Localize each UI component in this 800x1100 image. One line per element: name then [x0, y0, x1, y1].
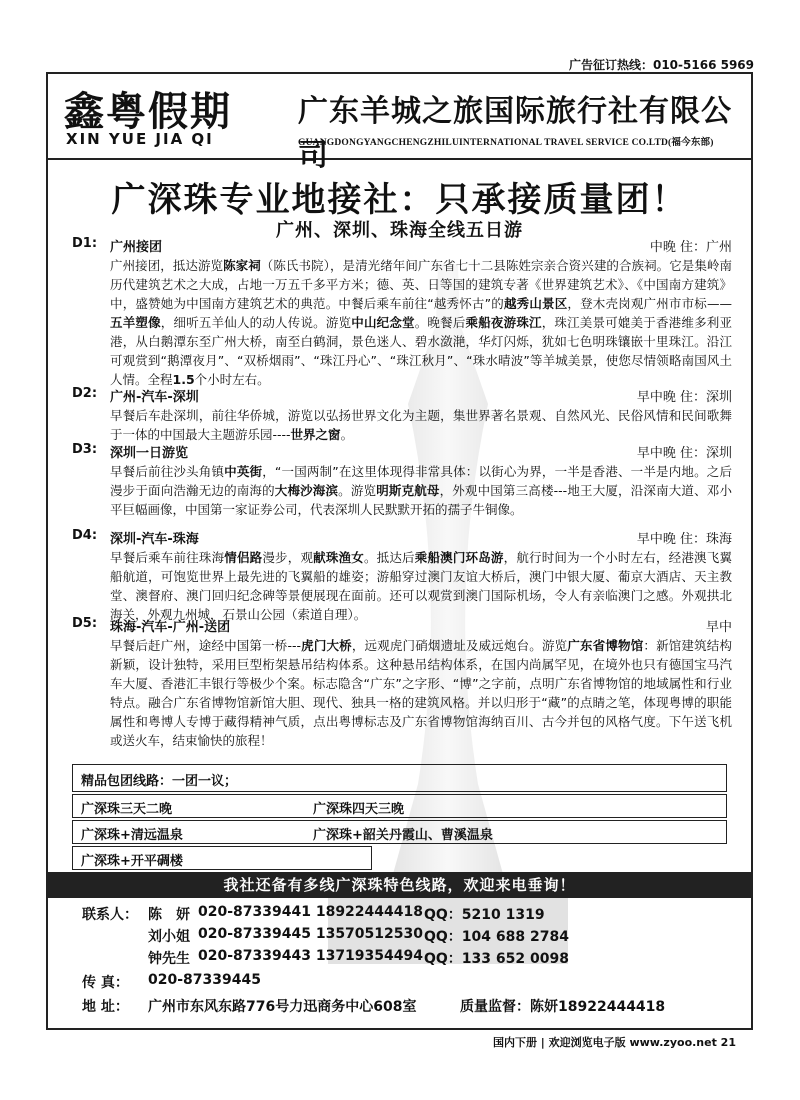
address-label: 地 址：: [82, 999, 129, 1015]
package-item: 广深珠四天三晚: [313, 802, 405, 817]
day-route: 广州-汽车-深圳: [110, 390, 199, 405]
page-footer: 国内下册 | 欢迎浏览电子版 www.zyoo.net 21: [492, 1036, 736, 1049]
itinerary-day-3: [72, 442, 732, 519]
package-item: 广深珠+清远温泉: [81, 828, 183, 843]
promo-banner: 我社还备有多线广深珠特色线路，欢迎来电垂询！: [48, 872, 751, 898]
ad-frame: [46, 72, 753, 1030]
day-meals: 早中晚 住：珠海: [636, 532, 732, 547]
address: 广州市东风东路776号力迅商务中心608室: [148, 999, 417, 1015]
contacts-label: 联系人：: [82, 907, 138, 923]
itinerary-day-2: [72, 386, 732, 444]
brand-pinyin: XIN YUE JIA QI: [66, 130, 214, 148]
brand-header: [48, 74, 751, 173]
day-route: 珠海-汽车-广州-送团: [110, 620, 231, 635]
fax-number: 020-87339445: [148, 972, 261, 988]
package-row: [72, 846, 372, 870]
package-item: 广深珠+韶关丹霞山、曹溪温泉: [313, 828, 493, 843]
day-description: 早餐后乘车前往珠海情侣路漫步，观献珠渔女。抵达后乘船澳门环岛游，航行时间为一个小时左右，经港澳飞翼船航道，可饱览世界上最先进的飞翼船的雄姿；游船穿过澳门友谊大桥后，澳门中银大厦、葡京大酒店、天主教堂、澳督府、澳门回归纪念碑等景便展现在面前。还可以观赏到澳门国际机场，令人有亲临澳门之感。外观拱北海关，外观九州城，石景山公园（索道自理）。: [110, 550, 732, 622]
company-name-en: GUANGDONGYANGCHENGZHILUINTERNATIONAL TRAVEL SERVICE CO.LTD(福今东部): [298, 138, 714, 148]
company-name: 广东羊城之旅国际旅行社有限公司: [298, 94, 732, 173]
contact-phones: 020-87339445 13570512530: [198, 926, 423, 942]
package-title-box: [72, 764, 727, 792]
day-code: D1:: [72, 236, 98, 251]
day-code: D3:: [72, 442, 98, 457]
day-code: D2:: [72, 386, 98, 401]
package-item: 广深珠三天二晚: [81, 802, 173, 817]
contact-name: 陈 妍: [148, 907, 190, 923]
day-description: 早餐后赶广州，途经中国第一桥---虎门大桥，远观虎门硝烟遗址及威远炮台。游览广东省博物馆：新馆建筑结构新颖，设计独特，采用巨型桁架悬吊结构体系。这种悬吊结构体系，在国内尚属罕见，在境外也只有德国宝马汽车大厦、香港汇丰银行等极少个案。标志隐含“广东”之字形、“博”之字前，点明广东省博物馆的地域属性和行业特点。融合广东省博物馆新馆大胆、现代、独具一格的建筑风格。并以归形于“藏”的点睛之笔，体现粤博的职能属性和粤博人专博于藏得精神气质，点出粤博标志及广东省博物馆海纳百川、古今并包的风格气度。下午送飞机或送火车，结束愉快的旅程！: [110, 638, 732, 748]
day-meals: 中晚 住：广州: [649, 240, 732, 255]
fax-label: 传 真：: [82, 975, 129, 991]
day-route: 深圳一日游览: [110, 446, 189, 461]
package-title: 精品包团线路：一团一议；: [81, 774, 238, 789]
day-description: 广州接团，抵达游览陈家祠（陈氏书院），是清光绪年间广东省七十二县陈姓宗亲合资兴建的合族祠。它是集岭南历代建筑艺术之大成，占地一万五千多平方米；德、英、日等国的建筑专著《世界建筑艺术》、《中国南方建筑》中，盛赞她为中国南方建筑艺术的典范。中餐后乘车前往“越秀怀古”的越秀山景区，登木壳岗观广州市市标——五羊塑像，细听五羊仙人的动人传说。游览中山纪念堂。晚餐后乘船夜游珠江，珠江美景可媲美于香港维多利亚港，从白鹅潭东至广州大桥，南至白鹤洞，景色迷人、碧水潋滟，华灯闪烁，犹如七色明珠镶嵌十里珠江。沿江可观赏到“鹅潭夜月”、“双桥烟雨”、“珠江丹心”、“珠江秋月”、“珠水晴波”等羊城美景，使您尽情领略南国风土人情。全程1.5个小时左右。: [110, 258, 732, 387]
ad-hotline: 广告征订热线：010-5166 5969: [568, 58, 754, 72]
package-row: [72, 820, 727, 844]
day-code: D4:: [72, 528, 98, 543]
headline: 广深珠专业地接社：只承接质量团！: [111, 180, 688, 220]
day-description: 早餐后前往沙头角镇中英街，“一国两制”在这里体现得非常具体：以街心为界，一半是香港、一半是内地。之后漫步于面向浩瀚无边的南海的大梅沙海滨。游览明斯克航母，外观中国第三高楼---地王大厦，沿深南大道、邓小平巨幅画像，中国第一家证券公司，代表深圳人民默默开拓的孺子牛铜像。: [110, 464, 732, 517]
day-description: 早餐后车赴深圳，前往华侨城，游览以弘扬世界文化为主题，集世界著名景观、自然风光、民俗风情和民间歌舞于一体的中国最大主题游乐园----世界之窗。: [110, 408, 732, 442]
day-meals: 早中: [705, 620, 732, 635]
day-meals: 早中晚 住：深圳: [636, 390, 732, 405]
contact-phones: 020-87339443 13719354494: [198, 948, 423, 964]
itinerary-day-4: [72, 528, 732, 624]
day-route: 深圳-汽车-珠海: [110, 532, 199, 547]
contact-qq: QQ：5210 1319: [424, 907, 545, 923]
contact-name: 刘小姐: [148, 929, 190, 945]
day-meals: 早中晚 住：深圳: [636, 446, 732, 461]
day-code: D5:: [72, 616, 98, 631]
package-row: [72, 794, 727, 818]
day-route: 广州接团: [110, 240, 163, 255]
itinerary-day-5: [72, 616, 732, 750]
subtitle: 广州、深圳、珠海全线五日游: [276, 220, 523, 241]
brand-logo-text: 鑫粤假期: [64, 88, 232, 135]
contact-name: 钟先生: [148, 951, 190, 967]
contact-qq: QQ：104 688 2784: [424, 929, 569, 945]
contact-phones: 020-87339441 18922444418: [198, 904, 423, 920]
itinerary-day-1: [72, 236, 732, 389]
package-item: 广深珠+开平碉楼: [81, 854, 183, 869]
quality-supervisor: 质量监督：陈妍18922444418: [460, 999, 666, 1015]
contact-qq: QQ：133 652 0098: [424, 951, 569, 967]
